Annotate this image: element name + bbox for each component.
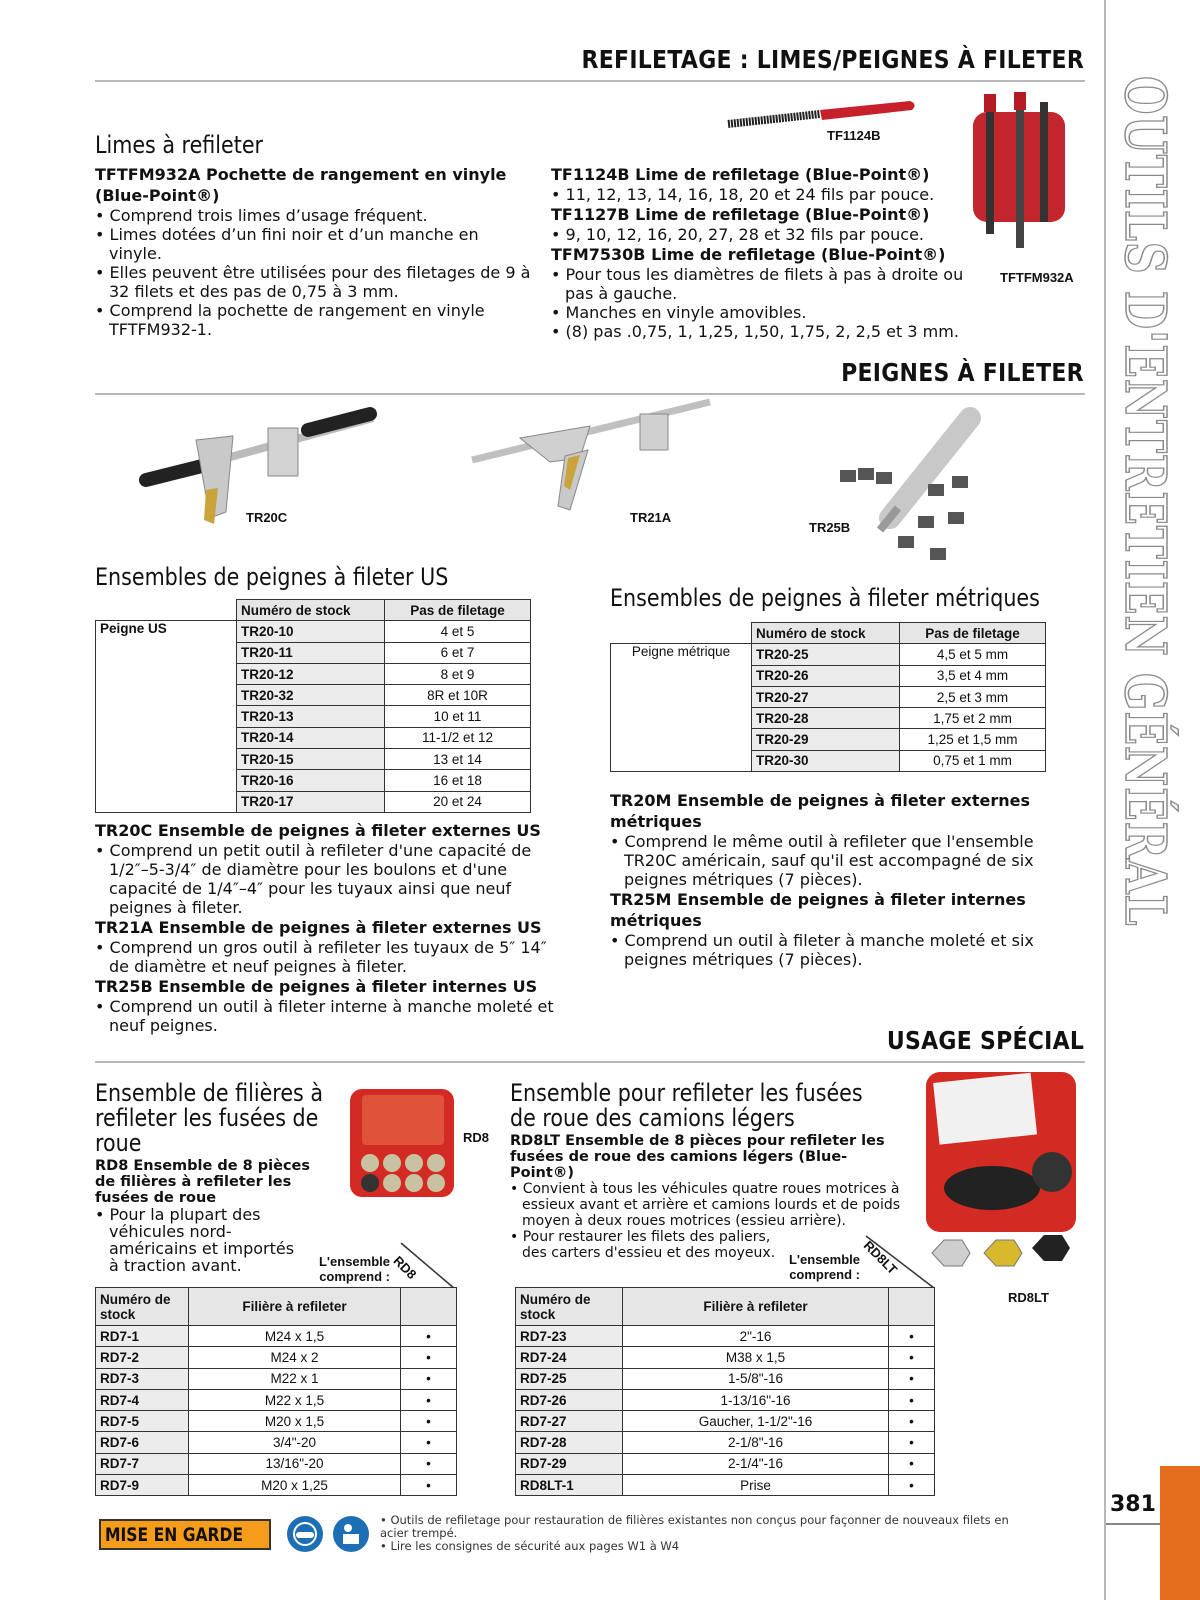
product-title-tf1127b: TF1127B Lime de refiletage (Blue-Point®) <box>551 205 930 224</box>
table-row <box>96 1389 457 1410</box>
product-title-tr21a: TR21A Ensemble de peignes à fileter externes US <box>95 918 542 937</box>
table-row <box>611 644 1046 665</box>
table-row <box>516 1347 935 1368</box>
table-header: Numéro de stock <box>237 600 385 621</box>
stock-number: TR20-14 <box>237 727 385 748</box>
included-dot: • <box>401 1475 457 1496</box>
table-row <box>516 1411 935 1432</box>
us-products-text <box>95 820 565 1035</box>
right-vertical-rule <box>1104 0 1106 1600</box>
stock-number: TR20-27 <box>752 686 900 707</box>
product-title-rd8: RD8 Ensemble de 8 pièces de filières à refileter les fusées de roue <box>95 1158 311 1206</box>
product-title-tr20m: TR20M Ensemble de peignes à fileter externes métriques <box>610 791 1031 831</box>
bullet: • Pour restaurer les filets des paliers, des carters d'essieu et des moyeux. <box>510 1229 780 1261</box>
die-size: M22 x 1 <box>189 1368 401 1389</box>
table-row <box>96 1432 457 1453</box>
caption-tftfm932a: TFTFM932A <box>1000 270 1074 285</box>
stock-number: TR20-30 <box>752 750 900 771</box>
die-size: 2-1/8"-16 <box>623 1432 889 1453</box>
included-dot: • <box>401 1347 457 1368</box>
footer-notes <box>380 1514 1020 1553</box>
us-chaser-table <box>95 599 531 813</box>
section-divider <box>95 1061 1085 1063</box>
caption-tf1124b: TF1124B <box>827 128 881 143</box>
stock-number: TR20-16 <box>237 770 385 791</box>
thread-pitch: 11-1/2 et 12 <box>385 727 531 748</box>
bullet: • 11, 12, 13, 14, 16, 18, 20 et 24 fils par pouce. <box>551 185 971 204</box>
table-header: Filière à refileter <box>623 1288 889 1326</box>
caption-tr20c: TR20C <box>246 510 288 525</box>
stock-number: RD7-25 <box>516 1368 623 1389</box>
table-header: Pas de filetage <box>900 623 1046 644</box>
die-size: M22 x 1,5 <box>189 1389 401 1410</box>
table-row <box>96 1326 457 1347</box>
die-size: M24 x 2 <box>189 1347 401 1368</box>
diagonal-header-line <box>862 1234 936 1290</box>
product-title-tftfm932a: TFTFM932A Pochette de rangement en vinyle (Blue-Point®) <box>95 165 507 205</box>
read-manual-icon <box>333 1516 369 1552</box>
stock-number: RD7-9 <box>96 1475 189 1496</box>
bullet: • Elles peuvent être utilisées pour des filetages de 9 à 32 filets et des pas de 0,75 à 3 mm. <box>95 263 535 301</box>
included-dot: • <box>889 1347 935 1368</box>
table-header: Numéro de stock <box>96 1288 189 1326</box>
table-header: Pas de filetage <box>385 600 531 621</box>
stock-number: RD8LT-1 <box>516 1475 623 1496</box>
bullet: • Comprend le même outil à refileter que l'ensemble TR20C américain, sauf qu'il est accompagné de six peignes métriques (7 pièces). <box>610 832 1070 889</box>
included-dot: • <box>401 1326 457 1347</box>
bullet: • Comprend un gros outil à refileter les tuyaux de 5″ 14″ de diamètre et neuf peignes à fileter. <box>95 938 565 976</box>
product-title-tfm7530b: TFM7530B Lime de refiletage (Blue-Point®) <box>551 245 946 264</box>
die-size: 3/4"-20 <box>189 1432 401 1453</box>
die-size: 2-1/4"-16 <box>623 1453 889 1474</box>
table-header <box>889 1288 935 1326</box>
die-size: 2"-16 <box>623 1326 889 1347</box>
diagonal-header-line <box>397 1241 457 1291</box>
thread-pitch: 3,5 et 4 mm <box>900 665 1046 686</box>
stock-number: RD7-24 <box>516 1347 623 1368</box>
stock-number: RD7-2 <box>96 1347 189 1368</box>
heading-limes: Limes à refileter <box>95 131 264 159</box>
included-dot: • <box>401 1453 457 1474</box>
rd8lt-kit-image <box>922 1068 1092 1278</box>
caption-tr25b: TR25B <box>809 520 851 535</box>
bullet: • Pour tous les diamètres de filets à pas à droite ou pas à gauche. <box>551 265 971 303</box>
caption-tr21a: TR21A <box>630 510 672 525</box>
bullet: • Convient à tous les véhicules quatre roues motrices à essieux avant et arrière et camions lourds et de poids moyen à deux roues motrices (essieu arrière). <box>510 1181 910 1229</box>
table-row <box>96 1411 457 1432</box>
stock-number: TR20-13 <box>237 706 385 727</box>
die-size: 1-5/8"-16 <box>623 1368 889 1389</box>
tr25b-tool-image <box>840 398 1020 573</box>
stock-number: TR20-32 <box>237 685 385 706</box>
orange-page-tab <box>1160 1466 1200 1600</box>
thread-pitch: 2,5 et 3 mm <box>900 686 1046 707</box>
table-header-blank <box>96 600 237 621</box>
warning-text: MISE EN GARDE <box>105 1523 244 1546</box>
table-row <box>516 1432 935 1453</box>
included-dot: • <box>889 1475 935 1496</box>
stock-number: RD7-5 <box>96 1411 189 1432</box>
heading-rd8lt: Ensemble pour refileter les fusées de roue des camions légers <box>510 1079 863 1132</box>
stock-number: TR20-25 <box>752 644 900 665</box>
product-title-tf1124b: TF1124B Lime de refiletage (Blue-Point®) <box>551 165 930 184</box>
thread-pitch: 10 et 11 <box>385 706 531 727</box>
table-row <box>516 1475 935 1496</box>
stock-number: RD7-6 <box>96 1432 189 1453</box>
bullet: • Manches en vinyle amovibles. <box>551 303 971 322</box>
stock-number: TR20-28 <box>752 708 900 729</box>
included-dot: • <box>889 1411 935 1432</box>
thread-pitch: 13 et 14 <box>385 749 531 770</box>
stock-number: RD7-23 <box>516 1326 623 1347</box>
stock-number: TR20-15 <box>237 749 385 770</box>
stock-number: TR20-10 <box>237 621 385 642</box>
included-dot: • <box>401 1389 457 1410</box>
thread-pitch: 6 et 7 <box>385 642 531 663</box>
product-title-tr20c: TR20C Ensemble de peignes à fileter externes US <box>95 821 541 840</box>
tf1124b-file-image <box>720 96 920 136</box>
die-size: M38 x 1,5 <box>623 1347 889 1368</box>
table-row-lead: Peigne métrique <box>611 644 752 772</box>
product-title-tr25m: TR25M Ensemble de peignes à fileter internes métriques <box>610 890 1026 930</box>
bullet: • 9, 10, 12, 16, 20, 27, 28 et 32 fils par pouce. <box>551 225 971 244</box>
table-header <box>401 1288 457 1326</box>
stock-number: TR20-17 <box>237 791 385 812</box>
heading-rd8: Ensemble de filières à refileter les fusées de roue <box>95 1079 324 1157</box>
die-size: 13/16"-20 <box>189 1453 401 1474</box>
section-title-usage-special: USAGE SPÉCIAL <box>886 1026 1084 1055</box>
die-size: M20 x 1,25 <box>189 1475 401 1496</box>
thread-pitch: 20 et 24 <box>385 791 531 812</box>
table-row <box>516 1326 935 1347</box>
table-row <box>96 1453 457 1474</box>
included-dot: • <box>401 1411 457 1432</box>
stock-number: RD7-3 <box>96 1368 189 1389</box>
bullet: • Comprend trois limes d’usage fréquent. <box>95 206 535 225</box>
tr21a-tool-image <box>470 398 720 538</box>
rd8lt-text <box>510 1081 910 1261</box>
bullet: • Comprend un petit outil à refileter d'une capacité de 1/2″–5-3/4″ de diamètre pour les boulons et d'une capacité de 1/4″–4″ pour les tuyaux ainsi que neuf peignes à fileter. <box>95 841 565 917</box>
heading-peignes-metriques: Ensembles de peignes à fileter métriques <box>610 584 1040 612</box>
table-row <box>96 621 531 642</box>
thread-pitch: 1,25 et 1,5 mm <box>900 729 1046 750</box>
stock-number: TR20-12 <box>237 663 385 684</box>
tftfm932a-pouch-image <box>968 92 1078 262</box>
included-dot: • <box>889 1432 935 1453</box>
stock-number: TR20-11 <box>237 642 385 663</box>
table-header: Filière à refileter <box>189 1288 401 1326</box>
included-dot: • <box>889 1389 935 1410</box>
table-header: Numéro de stock <box>752 623 900 644</box>
warning-badge <box>99 1519 271 1550</box>
product-title-tr25b: TR25B Ensemble de peignes à fileter internes US <box>95 977 538 996</box>
section-title-peignes: PEIGNES À FILETER <box>841 358 1084 387</box>
die-size: Gaucher, 1-1/2"-16 <box>623 1411 889 1432</box>
included-dot: • <box>401 1368 457 1389</box>
footer-note: • Lire les consignes de sécurité aux pages W1 à W4 <box>380 1540 1020 1553</box>
included-dot: • <box>889 1368 935 1389</box>
limes-right-column <box>551 164 971 341</box>
section-divider <box>95 80 1085 82</box>
thread-pitch: 4,5 et 5 mm <box>900 644 1046 665</box>
table-row <box>96 1368 457 1389</box>
thread-pitch: 1,75 et 2 mm <box>900 708 1046 729</box>
table-row <box>516 1453 935 1474</box>
diagonal-header-rd8lt: RD8LT <box>860 1237 901 1278</box>
caption-rd8: RD8 <box>463 1130 490 1145</box>
includes-label-rd8lt: L'ensemble comprend : <box>788 1252 860 1282</box>
footer-note: • Outils de refiletage pour restauration de filières existantes non conçus pour façonner de nouveaux filets en acier trempé. <box>380 1514 1020 1540</box>
table-row-lead: Peigne US <box>96 621 237 813</box>
section-divider <box>95 393 1085 395</box>
thread-pitch: 0,75 et 1 mm <box>900 750 1046 771</box>
included-dot: • <box>401 1432 457 1453</box>
table-row <box>96 1475 457 1496</box>
caption-rd8lt: RD8LT <box>1008 1290 1049 1305</box>
stock-number: RD7-27 <box>516 1411 623 1432</box>
bullet: • Pour la plupart des véhicules nord-américains et importés à traction avant. <box>95 1206 307 1274</box>
bullet: • Limes dotées d’un fini noir et d’un manche en vinyle. <box>95 225 535 263</box>
product-title-rd8lt: RD8LT Ensemble de 8 pièces pour refileter les fusées de roue des camions légers (Blue-Point®) <box>510 1133 885 1181</box>
bullet: • Comprend un outil à fileter interne à manche moleté et neuf peignes. <box>95 997 565 1035</box>
stock-number: RD7-1 <box>96 1326 189 1347</box>
stock-number: TR20-29 <box>752 729 900 750</box>
bullet: • (8) pas .0,75, 1, 1,25, 1,50, 1,75, 2, 2,5 et 3 mm. <box>551 322 971 341</box>
bullet: • Comprend un outil à fileter à manche moleté et six peignes métriques (7 pièces). <box>610 931 1070 969</box>
page-number: 381 <box>1110 1492 1156 1517</box>
thread-pitch: 8R et 10R <box>385 685 531 706</box>
table-header: Numéro de stock <box>516 1288 623 1326</box>
thread-pitch: 8 et 9 <box>385 663 531 684</box>
die-size: Prise <box>623 1475 889 1496</box>
die-size: M20 x 1,5 <box>189 1411 401 1432</box>
eye-protection-icon <box>287 1516 323 1552</box>
stock-number: RD7-7 <box>96 1453 189 1474</box>
stock-number: RD7-29 <box>516 1453 623 1474</box>
table-row <box>516 1389 935 1410</box>
table-row <box>96 1347 457 1368</box>
die-size: M24 x 1,5 <box>189 1326 401 1347</box>
rd8-kit-image <box>348 1083 458 1203</box>
stock-number: RD7-26 <box>516 1389 623 1410</box>
metric-products-text <box>610 790 1070 969</box>
stock-number: RD7-28 <box>516 1432 623 1453</box>
included-dot: • <box>889 1453 935 1474</box>
rd8lt-dies-table <box>515 1287 935 1496</box>
die-size: 1-13/16"-16 <box>623 1389 889 1410</box>
thread-pitch: 4 et 5 <box>385 621 531 642</box>
stock-number: TR20-26 <box>752 665 900 686</box>
stock-number: RD7-4 <box>96 1389 189 1410</box>
table-row <box>516 1368 935 1389</box>
rd8-dies-table <box>95 1287 457 1496</box>
metric-chaser-table <box>610 622 1046 772</box>
thread-pitch: 16 et 18 <box>385 770 531 791</box>
rd8-text <box>95 1081 335 1274</box>
section-title-refiletage: REFILETAGE : LIMES/PEIGNES À FILETER <box>581 45 1084 74</box>
vertical-section-banner: OUTILS D'ENTRETIEN GÉNÉRAL <box>1112 76 1178 927</box>
limes-left-column <box>95 164 535 339</box>
heading-peignes-us: Ensembles de peignes à fileter US <box>95 563 449 591</box>
included-dot: • <box>889 1326 935 1347</box>
diagonal-header-rd8: RD8 <box>390 1252 420 1283</box>
bullet: • Comprend la pochette de rangement en vinyle TFTFM932-1. <box>95 301 535 339</box>
table-header-blank <box>611 623 752 644</box>
page-number-underline <box>1106 1523 1160 1525</box>
includes-label-rd8: L'ensemble comprend : <box>318 1254 390 1284</box>
